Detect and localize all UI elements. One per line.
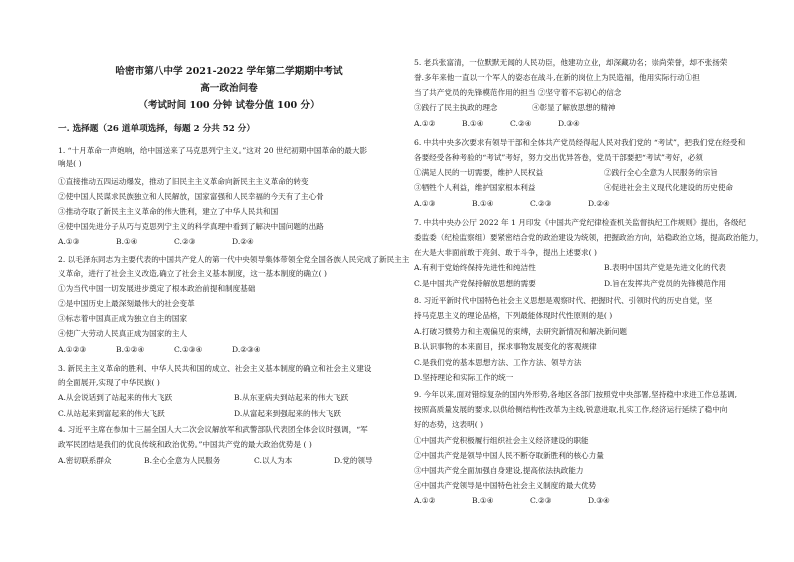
option-a[interactable]: A.①② [414,496,436,505]
option-d[interactable]: D.③④ [558,119,580,128]
option-a[interactable]: A.有利于党始终保持先进性和纯洁性 [414,263,536,272]
exam-info: （考试时间 100 分钟 试卷分值 100 分） [138,100,320,111]
question-item: ①满足人民的一切需要，维护人民权益 [414,168,544,177]
question-item: ②是中国历史上最深刻最伟大的社会变革 [58,299,195,308]
question-stem-line: 当了共产党员的先锋模范作用的担当 ②坚守着不忘初心的信念 [414,88,622,97]
option-b[interactable]: B.表明中国共产党是先进文化的代表 [604,263,726,272]
option-b[interactable]: B.①②④ [116,345,145,354]
option-c[interactable]: C.是我们党的基本思想方法、工作方法、领导方法 [414,358,582,367]
question-stem-line: 4. 习近平主席在参加十三届全国人大二次会议解放军和武警部队代表团全体会议时强调，“军 [58,425,368,434]
option-c[interactable]: C.以人为本 [254,456,293,465]
option-d[interactable]: D.③④ [588,496,610,505]
question-item: ④使广大劳动人民真正成为国家的主人 [58,329,188,338]
question-stem-line: 誉.多年来他一直以一个军人的姿态在战斗,在新的岗位上为民造福，他用实际行动①担 [414,73,700,82]
option-a[interactable]: A.①③ [58,237,80,246]
question-item: ①直接推动五四运动爆发，推动了旧民主主义革命向新民主主义革命的转变 [58,177,309,186]
option-c[interactable]: C.是中国共产党保持解放思想的需要 [414,279,536,288]
question-stem-line: 各要经受各种考验的“考试”考好，努力交出优异答卷，党员干部要把“考试”考好，必须 [414,153,703,162]
question-stem-line: 8. 习近平新时代中国特色社会主义思想是观察时代、把握时代、引领时代的历史自觉，坚 [414,296,713,305]
option-c[interactable]: C.②③ [174,237,196,246]
question-stem-line: 1. “十月革命一声炮响，给中国送来了马克思列宁主义。”这对 20 世纪初期中国革命的最大影 [58,146,368,155]
question-item: ④中国共产党领导是中国特色社会主义制度的最大优势 [414,481,597,490]
question-item: ②使中国人民谋求民族独立和人民解放，国家富强和人民幸福的今天有了主心骨 [58,192,324,201]
question-item: ③推动夺取了新民主主义革命的伟大胜利，建立了中华人民共和国 [58,207,279,216]
section-heading: 一. 选择题（26 道单项选择，每题 2 分共 52 分） [58,124,255,134]
option-c[interactable]: C.②③ [530,199,552,208]
question-stem-line: 响是( ) [58,159,82,168]
question-item: ④彰显了解放思想的精神 [532,103,616,112]
option-b[interactable]: B.认识事物的本来面目，探求事物发展变化的客观规律 [414,342,597,351]
question-item: ③牺牲个人利益，维护国家根本利益 [414,183,536,192]
option-d[interactable]: D.旨在发挥共产党员的先锋模范作用 [604,279,727,288]
option-d[interactable]: D.坚持理论和实际工作的统一 [414,373,514,382]
option-b[interactable]: B.全心全意为人民服务 [144,456,221,465]
option-a[interactable]: A.密切联系群众 [58,456,112,465]
question-stem-line: 的全面展开,实现了中华民族( ) [58,378,160,387]
option-d[interactable]: D.②③④ [232,345,261,354]
option-b[interactable]: B.①④ [116,237,138,246]
option-c[interactable]: C.①③④ [174,345,203,354]
question-item: ③中国共产党全面加强自身建设,提高依法执政能力 [414,466,584,475]
question-item: ①中国共产党积极履行组织社会主义经济建设的职能 [414,436,589,445]
question-stem-line: 2. 以毛泽东同志为主要代表的中国共产党人的第一代中央领导集体带领全党全国各族人民完成了新民主主 [58,255,410,264]
option-b[interactable]: B.①④ [462,119,484,128]
exam-title: 哈密市第八中学 2021-2022 学年第二学期期中考试 [115,66,343,77]
option-a[interactable]: A.①②③ [58,345,87,354]
option-b[interactable]: B.①④ [472,199,494,208]
question-item: ③标志着中国真正成为独立自主的国家 [58,314,188,323]
option-c[interactable]: C.②③ [530,496,552,505]
option-c[interactable]: C.从站起来到富起来的伟大飞跃 [58,409,165,418]
option-c[interactable]: C.②④ [510,119,532,128]
question-stem-line: 持马克思主义的理论品格，下列最能体现时代性原则的是( ) [414,311,613,320]
option-a[interactable]: A.打破习惯势力和主观偏见的束缚，去研究新情况和解决新问题 [414,327,627,336]
option-a[interactable]: A.从会说话到了站起来的伟大飞跃 [58,393,173,402]
question-stem-line: 委监委（纪检监察组）要紧密结合党的政治建设为统领，把握政治方向，站稳政治立场，提高政治能力， [414,233,764,242]
option-a[interactable]: A.①③ [414,199,436,208]
question-item: ②践行全心全意为人民服务的宗旨 [604,168,718,177]
question-stem-line: 政军民团结是我们的优良传统和政治优势。”中国共产党的最大政治优势是 ( ) [58,440,312,449]
question-item: ④促进社会主义现代化建设的历史使命 [604,183,734,192]
option-a[interactable]: A.①② [414,119,436,128]
question-item: ③践行了民主执政的理念 [414,103,498,112]
question-stem-line: 6. 中共中央多次要求有领导干部和全体共产党员经得起人民对我们党的 “考试”，把我们党在经受和 [414,138,746,147]
option-b[interactable]: B.从东亚病夫到站起来的伟大飞跃 [234,393,349,402]
question-stem-line: 按照高质量发展的要求,以供给侧结构性改革为主线,锐意进取,扎实工作,经济运行延续了稳中向 [414,405,728,414]
question-stem-line: 义革命，进行了社会主义改造,确立了社会主义基本制度，这一基本制度的确立( ) [58,269,327,278]
question-stem-line: 7. 中共中央办公厅 2022 年 1 月印发《中国共产党纪律检查机关监督执纪工作规则》提出，各级纪 [414,218,747,227]
question-item: ④使中国先进分子从巧与克思列宁主义的科学真理中看到了解决中国问题的出路 [58,222,324,231]
question-item: ②中国共产党是领导中国人民不断夺取新胜利的核心力量 [414,451,604,460]
question-stem-line: 3. 新民主主义革命的胜利、中华人民共和国的成立、社会主义基本制度的确立和社会主义建设 [58,364,372,373]
question-stem-line: 5. 老兵张富清，一位默默无闻的人民功臣，他建功立业，却深藏功名；崇尚荣誉，却不张扬荣 [414,58,728,67]
question-stem-line: 9. 今年以来,面对错综复杂的国内外形势,各地区各部门按照党中央部署,坚持稳中求进工作总基调, [414,390,738,399]
exam-subtitle: 高一政治问卷 [200,83,258,94]
question-item: ①为当代中国一切发展进步奠定了根本政治前提和制度基础 [58,284,256,293]
question-stem-line: 在大是大非面前敢于亮剑、敢于斗争，提出上述要求( ) [414,248,597,257]
option-d[interactable]: D.②④ [588,199,610,208]
option-b[interactable]: B.①④ [472,496,494,505]
question-stem-line: 好的态势，这表明( ) [414,420,484,429]
option-d[interactable]: D.党的领导 [334,456,373,465]
option-d[interactable]: D.②④ [232,237,254,246]
option-d[interactable]: D.从富起来到强起来的伟大飞跃 [234,409,341,418]
